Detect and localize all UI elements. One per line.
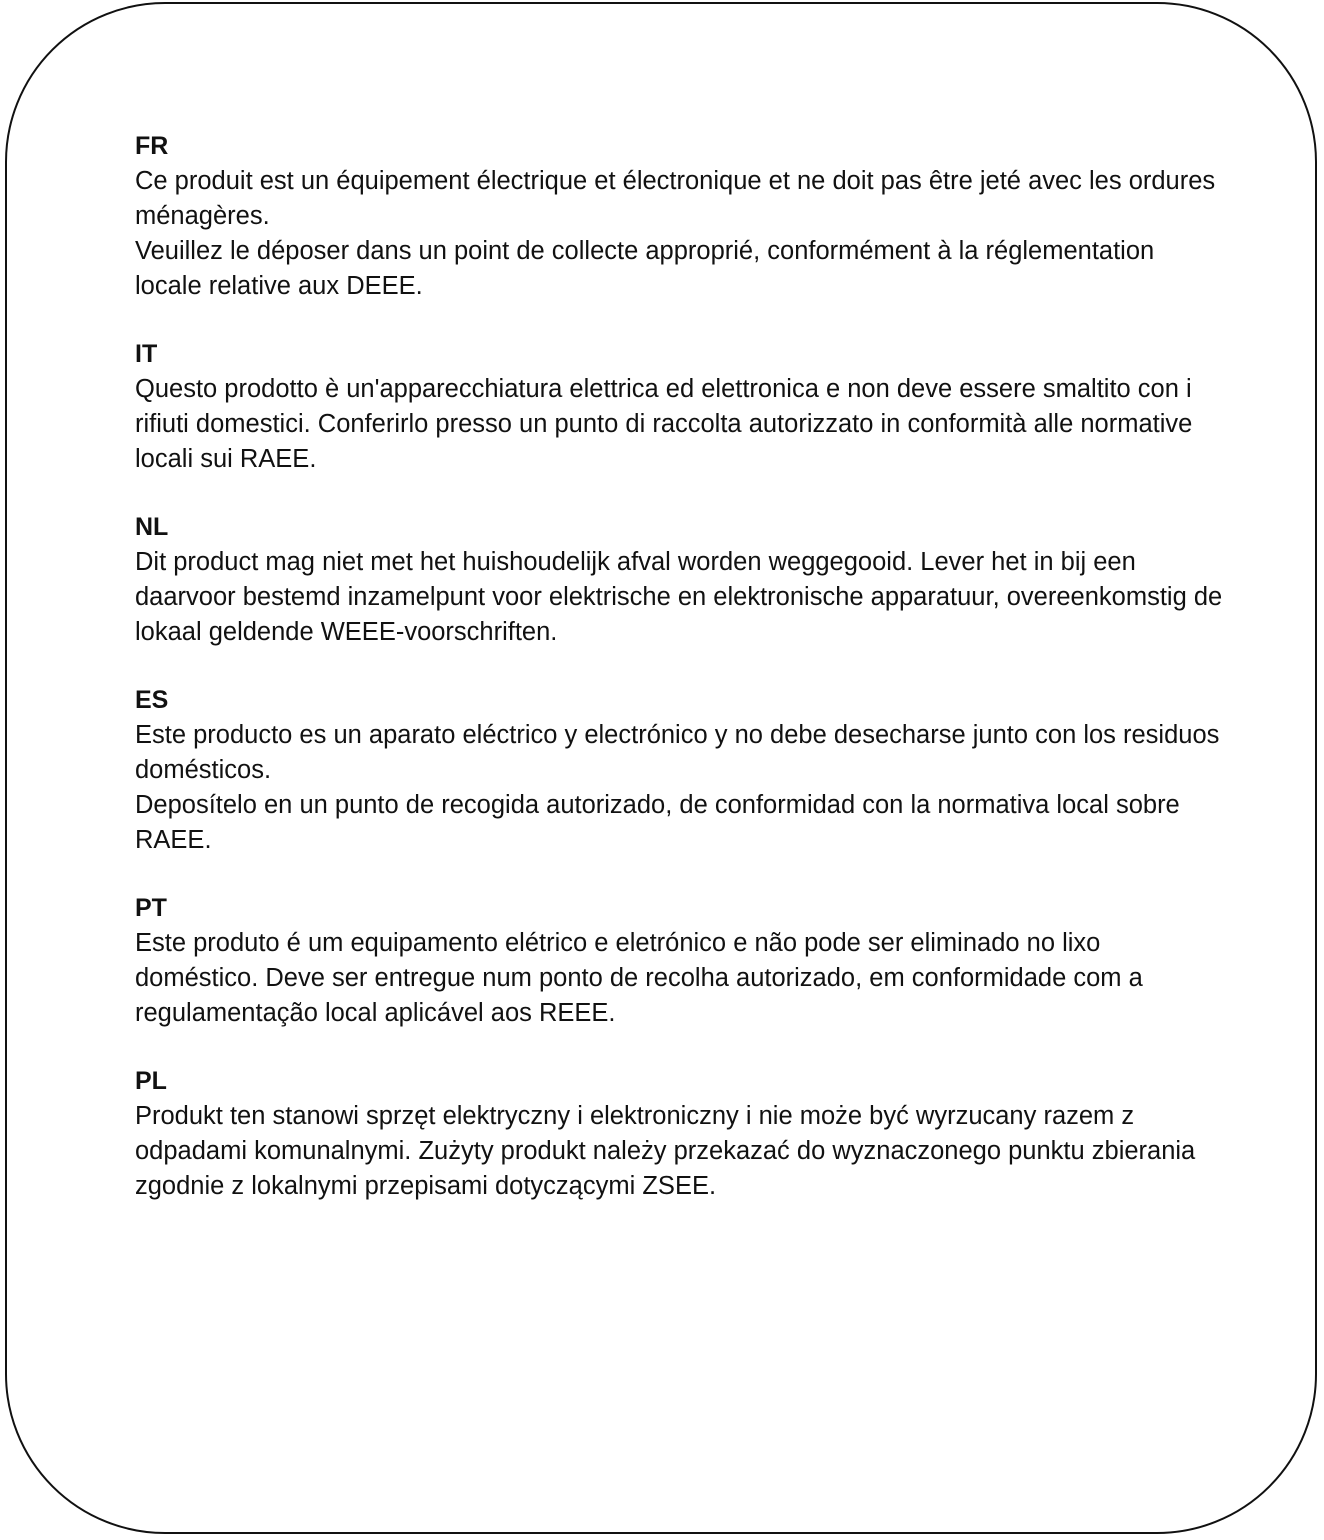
- paragraph-fr-1: Ce produit est un équipement électrique et électronique et ne doit pas être jeté avec les ordures ménagères.: [135, 167, 1216, 230]
- paragraph-es-2: Deposítelo en un punto de recogida autorizado, de conformidad con la normativa local sobre RAEE.: [135, 791, 1180, 854]
- paragraph-fr-2: Veuillez le déposer dans un point de collecte approprié, conformément à la réglementation locale relative aux DEEE.: [135, 237, 1155, 300]
- language-code-es: ES: [135, 686, 169, 714]
- paragraph-es-1: Este producto es un aparato eléctrico y electrónico y no debe desecharse junto con los residuos domésticos.: [135, 721, 1220, 784]
- language-code-fr: FR: [135, 132, 169, 160]
- section-it: [135, 336, 1225, 477]
- notice-card: [5, 2, 1317, 1534]
- section-pt: [135, 890, 1225, 1031]
- section-es: [135, 682, 1225, 858]
- paragraph-pl-1: Produkt ten stanowi sprzęt elektryczny i elektroniczny i nie może być wyrzucany razem z odpadami komunalnymi. Zużyty produkt należy przekazać do wyznaczonego punktu zbierania zgodnie z lokalnymi przepisami dotyczącymi ZSEE.: [135, 1102, 1196, 1200]
- language-code-pl: PL: [135, 1067, 167, 1095]
- weee-notice-content: [135, 128, 1225, 1236]
- language-code-it: IT: [135, 340, 158, 368]
- section-fr: [135, 128, 1225, 304]
- section-nl: [135, 509, 1225, 650]
- paragraph-it-1: Questo prodotto è un'apparecchiatura elettrica ed elettronica e non deve essere smaltito con i rifiuti domestici. Conferirlo presso un punto di raccolta autorizzato in conformità alle normative locali sui RAEE.: [135, 375, 1193, 473]
- language-code-nl: NL: [135, 513, 169, 541]
- paragraph-nl-1: Dit product mag niet met het huishoudelijk afval worden weggegooid. Lever het in bij een daarvoor bestemd inzamelpunt voor elektrische en elektronische apparatuur, overeenkomstig de lokaal geldende WEEE-voorschriften.: [135, 548, 1223, 646]
- language-code-pt: PT: [135, 894, 167, 922]
- section-pl: [135, 1063, 1225, 1204]
- paragraph-pt-1: Este produto é um equipamento elétrico e eletrónico e não pode ser eliminado no lixo doméstico. Deve ser entregue num ponto de recolha autorizado, em conformidade com a regulamentação local aplicável aos REEE.: [135, 929, 1143, 1027]
